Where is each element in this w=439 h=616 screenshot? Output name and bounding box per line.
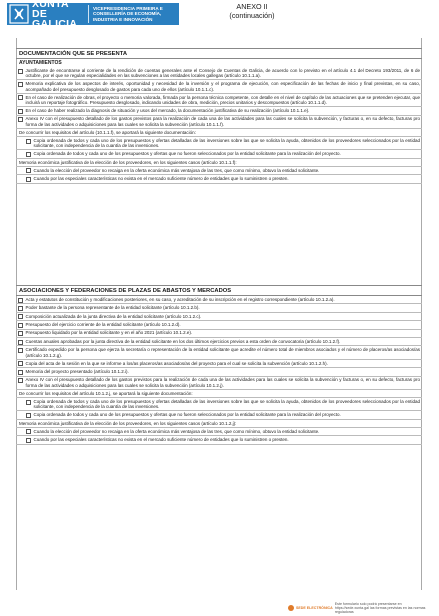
document-item: [16, 338, 422, 346]
item-checkbox[interactable]: [18, 361, 23, 366]
item-text: Cuando la elección del proveedor no recaiga en la oferta económica más ventajosa de las tres, que como mínimo, obtuvo la entidad solicitante.: [33, 428, 320, 434]
dept-line: VICEPRESIDENCIA PRIMEIRA E: [93, 6, 163, 12]
section-title: ASOCIACIONES Y FEDERACIONES DE PLAZAS DE ABASTOS Y MERCADOS: [16, 285, 422, 296]
item-checkbox[interactable]: [26, 139, 31, 144]
logo-divider: [88, 5, 89, 23]
document-item: [16, 80, 422, 93]
requirements-label: De concurrir los requisitos del artículo 10.1.2.j, se aportará la siguiente documentación:: [16, 390, 422, 398]
item-text: Presupuesto del ejercicio corriente de la entidad solicitante (artículo 10.1.2.d).: [25, 321, 181, 327]
item-text: Cuentas anuales aprobadas por la junta directiva de la entidad solicitante en los dos últimos ejercicios previos a esta orden de convocatoria (artículo 10.1.2.f).: [25, 338, 341, 344]
item-text: Copia ordenada de todos y cada uno de los presupuestos y ofertas que no fueron seleccionados por la entidad solicitante para la realización del proyecto.: [33, 412, 341, 418]
document-item: [16, 428, 422, 436]
item-checkbox[interactable]: [26, 400, 31, 405]
stamp-brand: SEDE ELECTRÓNICA: [296, 606, 333, 610]
document-item: [16, 116, 422, 129]
document-item: [16, 313, 422, 321]
item-checkbox[interactable]: [18, 298, 23, 303]
document-item: [16, 411, 422, 419]
department-name: [93, 6, 175, 22]
section-title: DOCUMENTACIÓN QUE SE PRESENTA: [16, 48, 422, 59]
item-text: Acta y estatutos de constitución y modificaciones posteriores, en su caso, y acreditación de su inscripción en el registro correspondiente (artículo 10.1.2.a).: [25, 296, 335, 302]
item-text: En el caso de realización de obras, el proyecto o memoria valorada, firmada por la persona técnica competente, con detalle en el nivel de capítulo de las actuaciones que se pretenden ejecutar, que incluirá un reportaje fotográfico. Presupuesto desglosado, indicando unidades de obra, medición, precios unitarios y descompuestos (artículo 10.1.1.d).: [25, 94, 420, 106]
xunta-logo: [7, 0, 179, 30]
document-item: [16, 67, 422, 80]
item-text: Certificado expedido por la persona que ejerza la secretaría o representación de la entidad solicitante que acredite el número total de miembros asociados y el número de placeros/as asociados/as (artículo 10.1.2.g).: [25, 347, 420, 358]
item-checkbox[interactable]: [26, 438, 31, 443]
document-item: [16, 377, 422, 390]
item-checkbox[interactable]: [26, 168, 31, 173]
item-checkbox[interactable]: [18, 95, 23, 100]
document-item: [16, 398, 422, 411]
item-checkbox[interactable]: [18, 348, 23, 353]
annex-heading: [212, 2, 292, 20]
item-checkbox[interactable]: [18, 378, 23, 383]
document-item: [16, 330, 422, 338]
memoria-label: Memoria económica justificativa de la elección de los proveedores, en los siguientes casos (artículo 10.1.2.j):: [16, 420, 422, 428]
item-text: Cuando por las especiales características no exista en el mercado suficiente número de entidades que lo suministren o presten.: [33, 436, 289, 442]
item-text: Anexo IV con el presupuesto detallado de los gastos previstos para la realización de cada una de las actividades para las cuales se solicita la subvención y facturas o, en su defecto, facturas pro forma de las actividades o adquisiciones para las cuales se solicita la subvención (artículo 10.1.2.j).: [25, 377, 420, 388]
item-text: Cuando por las especiales características no exista en el mercado suficiente número de entidades que lo suministren o presten.: [33, 176, 289, 181]
document-item: [16, 368, 422, 376]
document-item: [16, 107, 422, 115]
document-item: [16, 175, 422, 183]
item-text: Memoria del proyecto presentado (artículo 10.1.2.i).: [25, 368, 129, 374]
document-item: [16, 360, 422, 368]
item-checkbox[interactable]: [26, 413, 31, 418]
item-checkbox[interactable]: [18, 117, 23, 122]
section-subtitle: AYUNTAMIENTOS: [19, 60, 62, 66]
item-checkbox[interactable]: [18, 69, 23, 74]
document-item: [16, 94, 422, 107]
item-checkbox[interactable]: [18, 340, 23, 345]
item-checkbox[interactable]: [18, 314, 23, 319]
document-item: [16, 346, 422, 359]
item-text: Cuando la elección del proveedor no recaiga en la oferta económica más ventajosa de las tres, que como mínimo, obtuvo la entidad solicitante.: [33, 167, 320, 173]
item-text: Copia ordenada de todos y cada uno de los presupuestos y ofertas detalladas de las inversiones sobre las que se solicita la ayuda, obtenidos de los proveedores seleccionados por la entidad solicitante, con independencia de la cuantía de las inversiones.: [33, 398, 420, 410]
item-checkbox[interactable]: [18, 370, 23, 375]
section-associations: [16, 285, 422, 445]
document-item: [16, 436, 422, 444]
document-item: [16, 304, 422, 312]
annex-title: ANEXO II: [236, 2, 268, 11]
logo-text: XUNTA DE GALICIA: [32, 0, 78, 30]
electronic-office-stamp: [288, 602, 435, 614]
item-checkbox[interactable]: [26, 177, 31, 182]
document-item: [16, 137, 422, 150]
dept-line: CONSELLERÍA DE ECONOMÍA,: [93, 11, 162, 17]
requirements-label: De concurrir los requisitos del artículo (10.1.1.f), se aportará la siguiente documentación:: [16, 129, 422, 137]
xunta-emblem-icon: [9, 4, 29, 24]
item-text: Memoria explicativa de los aspectos de interés, oportunidad y necesidad de la inversión y el programa de ejecución, con especificación de las fechas de inicio y final previstas, en su caso, acompañado del presupuesto desglosado de gastos para cada uno de ellos (artículo 10.1.1.c).: [25, 81, 420, 92]
document-item: [16, 150, 422, 158]
document-item: [16, 167, 422, 175]
memoria-label: Memoria económica justificativa de la elección de los proveedores, en los siguientes casos (artículo 10.1.1.f):: [16, 159, 422, 167]
item-text: Justificante de encontrarse al corriente de la rendición de cuentas generales ante el Consejo de Cuentas de Galicia, de acuerdo con lo previsto en el artículo 4.1 del Decreto 193/2011, de 6 de octubre, por el que se regulan especialidades en las subvenciones a las entidades locales gallegas (artículo 10.1.1.a).: [25, 67, 420, 79]
item-checkbox[interactable]: [18, 323, 23, 328]
item-checkbox[interactable]: [18, 306, 23, 311]
item-checkbox[interactable]: [18, 331, 23, 336]
stamp-text: Este formulario solo podrá presentarse en https://sede.xunta.gal las formas previstas en las normas reguladoras: [334, 602, 426, 614]
item-text: Anexo IV con el presupuesto detallado de los gastos previstos para la realización de cada una de las actividades para las cuales se solicita la subvención, y facturas o, en su defecto, facturas pro forma de las actividades o adquisiciones para las cuales se solicita la subvención (artículo 10.1.1.f).: [25, 116, 420, 127]
item-checkbox[interactable]: [18, 82, 23, 87]
item-text: En el caso de haber realizado la diagnosis de situación y usos del mercado, la documentación justificativa de su realización (artículo 10.1.1.e).: [25, 108, 310, 114]
document-item: [16, 296, 422, 304]
page-header: [0, 0, 439, 30]
item-text: Copia ordenada de todos y cada uno de los presupuestos y ofertas que no fueron seleccionados por la entidad solicitante para la realización del proyecto.: [33, 151, 341, 157]
item-checkbox[interactable]: [26, 152, 31, 157]
section-documentation: [16, 48, 422, 184]
item-checkbox[interactable]: [26, 429, 31, 434]
sede-electronica-icon: [288, 605, 294, 611]
annex-subtitle: (continuación): [229, 11, 275, 20]
item-text: Copia ordenada de todos y cada uno de los presupuestos y ofertas detalladas de las inversiones sobre las que se solicita la ayuda, obtenidos de los proveedores seleccionados por la entidad solicitante, con independencia de la cuantía de las inversiones.: [33, 137, 420, 149]
document-item: [16, 321, 422, 329]
item-checkbox[interactable]: [18, 109, 23, 114]
item-text: Composición actualizada de la junta directiva de la entidad solicitante (artículo 10.1.2.c).: [25, 313, 202, 319]
item-text: Presupuesto liquidado por la entidad solicitante y en el año 2021 (artículo 10.1.2.e).: [25, 330, 193, 336]
item-text: Poder bastante de la persona representante de la entidad solicitante (artículo 10.1.2.b).: [25, 305, 200, 311]
item-text: Copia del acta de la sesión en la que se informe a los/as placeros/as asociados/as del proyecto para el cual se solicita la subvención (artículo 10.1.2.h).: [25, 360, 328, 366]
dept-line: INDUSTRIA E INNOVACIÓN: [93, 16, 153, 22]
